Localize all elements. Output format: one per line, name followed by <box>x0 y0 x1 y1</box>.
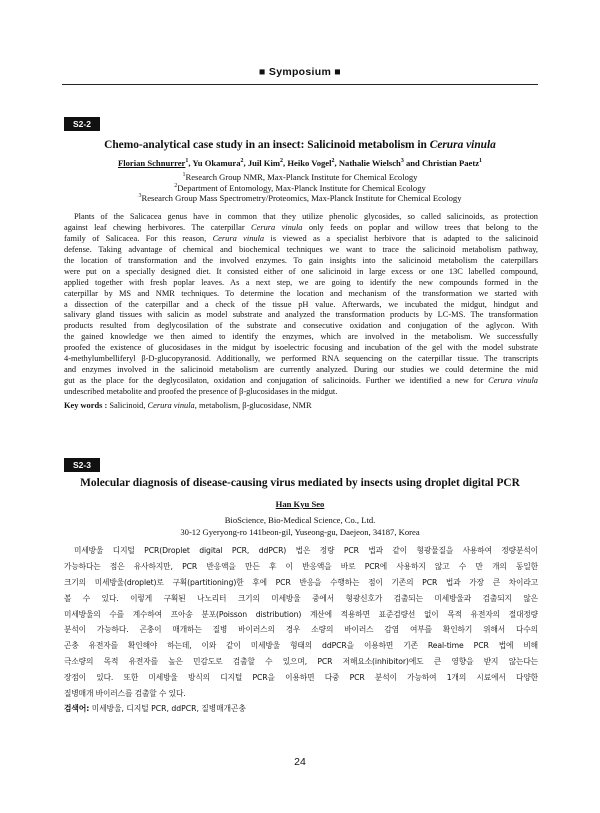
author-list-s2-3 <box>62 499 538 510</box>
abstract-line: 볼 수 있다. 이렇게 구획된 나노리터 크기의 미세방울 중에서 형광신호가 검출되는 미세방울과 검출되지 않은 <box>64 593 538 603</box>
abstract-s2-3 <box>64 543 538 702</box>
abstract-line: applied together with fresh poplar leaves. As a next step, we are going to identify the new compounds formed in the <box>64 277 538 287</box>
abstract-line: a dissection of the caterpillar and a check of the tissue pH value. Afterwards, we incubated the midgut, hindgut and <box>64 299 538 309</box>
abstract-line: caterpillar by MS and NMR techniques. To determine the location and mechanism of the transformation we started with <box>64 288 538 298</box>
affiliations-s2-3 <box>62 515 538 537</box>
affiliation: $^2$Department of Entomology, Max-Planck Institute for Chemical Ecology <box>174 182 426 193</box>
abstract-line: salivary gland tissues with salicin as model substrate and analyzed the transformation products by LC-MS. The transformation <box>64 310 538 320</box>
author: Christian Paetz <box>421 158 480 168</box>
abstract-line: 곤충 유전자를 확인해야 하는데, 이와 같이 미세방울 형태의 ddPCR을 이용하면 기존 Real-time PCR 법에 비해 <box>64 641 538 651</box>
author: Yu Okamura <box>192 158 241 168</box>
title-species: Cerura vinula <box>429 139 496 151</box>
abstract-line: family of Salicacea. For this reason, Cerura vinula is viewed as a specialist herbivore that is adapted to the salicinoid <box>64 233 538 243</box>
abstract-line: Plants of the Salicacea genus have in common that they utilize phenolic glycosides, so called salicinoids, as protection <box>74 212 538 221</box>
abstract-line: undescribed metabolite and proofed the presence of β-glucosidases in the midgut. <box>64 387 338 396</box>
keywords-label: 검색어: <box>64 704 90 713</box>
abstract-line: the location of transformation and the involved enzymes. To gain insights into the salicinoid metabolism the caterpillars <box>64 255 538 265</box>
keywords-s2-3: 검색어: 미세방울, 디지털 PCR, ddPCR, 질병매개곤충 <box>64 704 246 713</box>
author: Juil Kim <box>247 158 281 168</box>
section-tag-s2-2: S2-2 <box>64 117 100 131</box>
abstract-s2-2 <box>64 212 538 398</box>
abstract-line: and enzymes involved in the salicinoid metabolism are currently analyzed. During our studies we could determine the mid <box>64 365 538 375</box>
page-number: 24 <box>294 756 306 768</box>
affiliation: $^1$Research Group NMR, Max-Planck Institute for Chemical Ecology <box>182 172 418 182</box>
abstract-line: 장점이 있다. 또한 미세방울 방식의 디지털 PCR을 이용하면 다중 PCR 분석이 가능하여 1개의 시료에서 다양한 <box>64 673 538 683</box>
author-presenting: Han Kyu Seo <box>275 499 325 509</box>
abstract-line: 미세방울 디지털 PCR(Droplet digital PCR, ddPCR) 법은 정량 PCR 법과 같이 형광물질을 사용하여 정량분석이 <box>74 546 538 555</box>
keywords-label: Key words : <box>64 401 108 410</box>
abstract-line: 미세방울의 수를 계수하여 프아송 분포(Poisson distribution) 계산에 적용하면 표준검량선 없이 목적 유전자의 절대정량 <box>64 609 538 619</box>
abstract-line: proofed the existence of glucosidases in the midgut by isoelectric focusing and incubation of the gel with the model substrate <box>64 343 538 353</box>
paper-title-s2-2 <box>62 138 538 152</box>
abstract-line: 크기의 미세방울(droplet)로 구획(partitioning)한 후에 PCR 반응을 수행하는 점이 기존의 PCR 법과 가장 큰 차이라고 <box>64 577 538 587</box>
title-text: Chemo-analytical case study in an insect: Salicinoid metabolism in <box>104 139 430 151</box>
abstract-line: products resulted from deglycosilation of the substrate and consecutive oxidation and conjugation of the aglycon. With <box>64 321 538 331</box>
abstract-line: were put on a specially designed diet. It consisted either of one salicinoid in large excess or one 13C labelled compound, <box>64 266 538 276</box>
abstract-line: 가능하다는 점은 유사하지만, PCR 반응액을 만든 후 이 반응액을 바로 PCR에 사용하지 않고 수 만 개의 동일한 <box>64 561 538 571</box>
author: Nathalie Wielsch <box>338 158 401 168</box>
affiliation: BioScience, Bio-Medical Science, Co., Ltd. <box>224 515 376 525</box>
section-tag-s2-3: S2-3 <box>64 458 100 472</box>
abstract-line: the gained knowledge we then aimed to identify the enzymes, which are involved in the metabolism. We successfully <box>64 332 538 342</box>
header-divider <box>62 84 538 85</box>
abstract-line: 질병매개 바이러스를 검출할 수 있다. <box>64 689 186 699</box>
paper-title-s2-3: Molecular diagnosis of disease-causing virus mediated by insects using droplet digital PCR <box>80 477 520 489</box>
author: Heiko Vogel <box>287 158 332 168</box>
keywords-s2-2: Key words : Salicinoid, Cerura vinula, metabolism, β-glucosidase, NMR <box>64 401 312 410</box>
abstract-line: 4-methylumbelliferyl β-D-glucopyranosid. Additionally, we performed RNA sequencing on the caterpillar tissue. The transcripts <box>64 354 538 364</box>
affiliation: 30-12 Gyeryong-ro 141beon-gil, Yuseong-gu, Daejeon, 34187, Korea <box>180 526 420 537</box>
author-list-s2-2: Florian Schnurrer$^1$, Yu Okamura$^2$, Juil Kim$^2$, Heiko Vogel$^2$, Nathalie Wielsch$^3$ and Christian Paetz$^1$ <box>117 158 483 168</box>
abstract-line: gut as the place for the deglycosilaton, oxidation and conjugation of salicinoids. Further we identified a new for Cerura vinula <box>64 376 538 386</box>
abstract-line: against leaf chewing herbivores. The caterpillar Cerura vinula only feeds on poplar and willow trees that belong to the <box>64 222 538 232</box>
abstract-line: 극소량의 목적 유전자를 높은 민감도로 검출할 수 있으며, PCR 저해요소(inhibitor)에도 큰 영향을 받지 않는다는 <box>64 657 538 667</box>
abstract-line: 분석이 가능하다. 곤충이 매개하는 질병 바이러스의 경우 소량의 바이러스 감염 여부를 확인하기 위해서 다수의 <box>64 625 538 635</box>
affiliations-s2-2 <box>62 172 538 204</box>
abstract-line: defense. Taking advantage of chemical and biochemical techniques we want to trace the salicinoid metabolism pathway, <box>64 244 538 254</box>
author-presenting: Florian Schnurrer <box>117 158 186 168</box>
affiliation: $^3$Research Group Mass Spectrometry/Proteomics, Max-Planck Institute for Chemical Ecology <box>138 193 462 203</box>
journal-section-header: ■ Symposium ■ <box>259 66 341 78</box>
